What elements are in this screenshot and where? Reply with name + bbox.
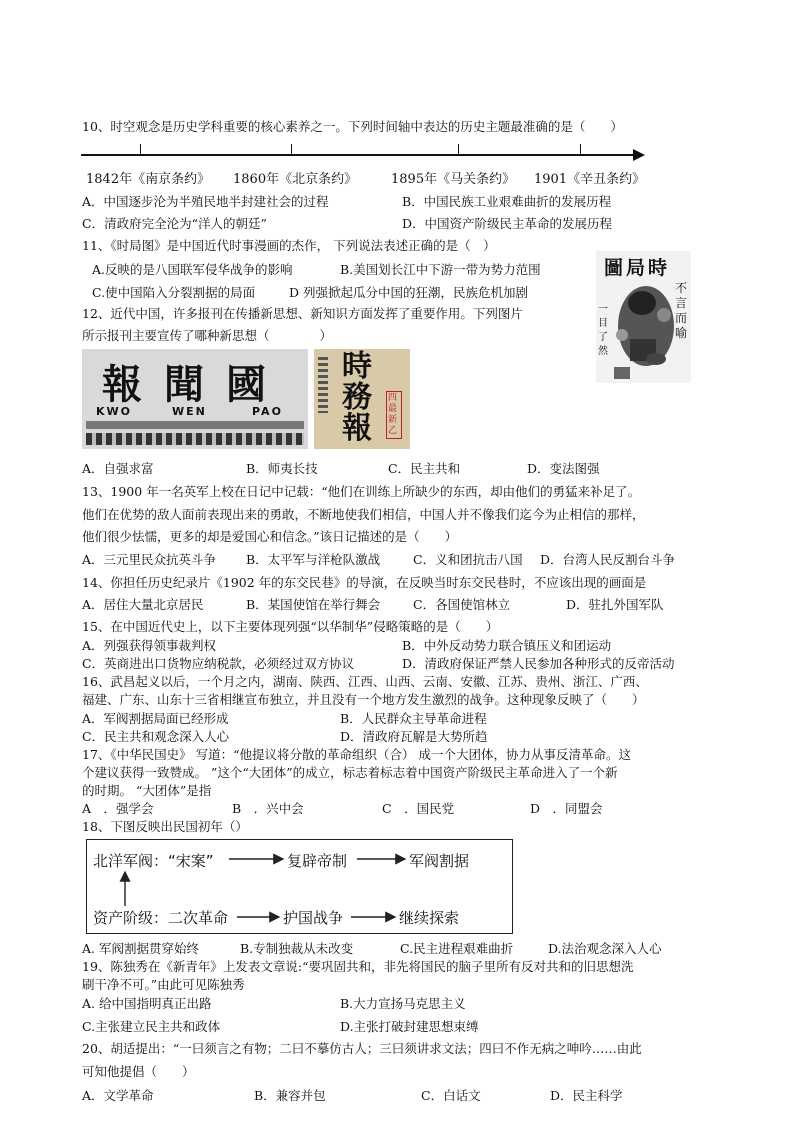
timeline-line — [81, 154, 637, 156]
q13-option-c[interactable]: C．义和团抗击八国 — [413, 552, 523, 567]
newspaper-stamp: 四最新乙 — [386, 391, 402, 439]
flow-top-start: 北洋军阀：“宋案” — [93, 852, 214, 870]
q16-option-c[interactable]: C．民主共和观念深入人心 — [82, 729, 230, 744]
q17-option-d[interactable]: D ．同盟会 — [530, 801, 603, 816]
q19-option-a[interactable]: A. 给中国指明真正出路 — [82, 996, 212, 1011]
q13-stem-line1: 13、1900 年一名英军上校在日记中记载：“他们在训练上所缺少的东西，却由他们的勇猛来补足了。 — [82, 484, 641, 499]
newspaper-print-strip — [86, 433, 304, 445]
q18-option-b[interactable]: B.专制独裁从未改变 — [240, 941, 354, 956]
q10-option-d[interactable]: D．中国资产阶级民主革命的发展历程 — [402, 216, 613, 231]
newspaper-masthead: 報聞國 — [102, 361, 288, 408]
shiwubao-newspaper-image — [314, 349, 410, 449]
q14-option-c[interactable]: C．各国使馆林立 — [413, 597, 536, 612]
q11-option-c[interactable]: C.使中国陷入分裂割据的局面 — [92, 285, 256, 300]
q16-option-a[interactable]: A．军阀割据局面已经形成 — [82, 711, 229, 726]
q15-option-a[interactable]: A．列强获得领事裁判权 — [82, 638, 217, 653]
q10-stem: 10、时空观念是历史学科重要的核心素养之一。下列时间轴中表达的历史主题最准确的是（ ） — [82, 119, 623, 134]
flow-top-end: 军阀割据 — [409, 852, 470, 870]
timeline-arrow-icon — [633, 149, 645, 161]
q12-stem-line1: 12、近代中国，许多报刊在传播新思想、新知识方面发挥了重要作用。下列图片 — [82, 306, 523, 321]
timeline-axis — [81, 146, 647, 166]
q11-option-a[interactable]: A.反映的是八国联军侵华战争的影响 — [92, 262, 293, 277]
newspaper-roman-1: KWO — [96, 405, 133, 418]
q20-option-b[interactable]: B．兼容并包 — [254, 1088, 326, 1103]
newspaper-print-strip — [86, 421, 304, 429]
q19-option-b[interactable]: B.大力宣扬马克思主义 — [340, 996, 466, 1011]
q20-option-c[interactable]: C．白话文 — [421, 1088, 481, 1103]
q10-option-c[interactable]: C．清政府完全沦为“洋人的朝廷” — [82, 216, 267, 231]
q20-stem-line1: 20、胡适提出：“一曰须言之有物；二曰不摹仿古人；三曰须讲求文法；四曰不作无病之呻吟……由此 — [82, 1041, 642, 1056]
newspaper-roman-2: WEN — [172, 405, 207, 418]
shiju-tu-cartoon-image — [596, 251, 691, 383]
timeline-tick — [580, 144, 581, 154]
flow-bottom-mid: 护国战争 — [283, 909, 344, 927]
q18-option-d[interactable]: D.法治观念深入人心 — [548, 941, 662, 956]
q16-stem-line1: 16、武昌起义以后，一个月之内，湖南、陕西、江西、山西、云南、安徽、江苏、贵州、浙江、广西、 — [82, 674, 648, 689]
cartoon-side-text-right: 不言而喻 — [675, 281, 688, 340]
q13-option-b[interactable]: B．太平军与洋枪队激战 — [246, 552, 381, 567]
q17-option-a[interactable]: A ．强学会 — [82, 801, 154, 816]
q16-option-b[interactable]: B．人民群众主导革命进程 — [340, 711, 487, 726]
q20-stem-line2: 可知他提倡（ ） — [82, 1064, 195, 1079]
q14-option-b[interactable]: B．某国使馆在举行舞会 — [246, 597, 381, 612]
q19-option-d[interactable]: D.主张打破封建思想束缚 — [340, 1019, 479, 1034]
q16-stem-line2: 福建、广东、山东十三省相继宣布独立，并且没有一个地方发生激烈的战争。这种现象反映了（ ） — [82, 692, 645, 707]
timeline-label: 1895年《马关条约》 — [391, 172, 516, 187]
q13-option-d[interactable]: D．台湾人民反割台斗争 — [540, 552, 676, 567]
q17-option-c[interactable]: C ．国民党 — [382, 801, 455, 816]
q10-option-b[interactable]: B．中国民族工业艰难曲折的发展历程 — [402, 194, 612, 209]
newspaper-masthead: 時務報 — [342, 349, 372, 446]
q15-option-b[interactable]: B．中外反动势力联合镇压义和团运动 — [402, 638, 612, 653]
cartoon-side-text-left: 一目了然 — [598, 304, 608, 357]
q16-option-d[interactable]: D．清政府瓦解是大势所趋 — [340, 729, 488, 744]
timeline-label: 1860年《北京条约》 — [233, 172, 358, 187]
q13-option-a[interactable]: A．三元里民众抗英斗争 — [82, 552, 217, 567]
timeline-label: 1901《辛丑条约》 — [534, 172, 646, 187]
q13-stem-line2: 他们在优势的敌人面前表现出来的勇敢，不断地使我们相信，中国人并不像我们迄今为止相信的那样， — [82, 507, 645, 522]
q14-stem: 14、你担任历史纪录片《1902 年的东交民巷》的导演，在反映当时东交民巷时，不应该出现的画面是 — [82, 575, 647, 590]
flow-top-mid: 复辟帝制 — [287, 852, 348, 870]
q19-stem-line1: 19、陈独秀在《新青年》上发表文章说:“要巩固共和，非先将国民的脑子里所有反对共和的旧思想洗 — [82, 959, 634, 974]
q15-stem: 15、在中国近代史上，以下主要体现列强“以华制华”侵略策略的是（ ） — [82, 619, 499, 634]
q10-option-a[interactable]: A．中国逐步沦为半殖民地半封建社会的过程 — [82, 194, 329, 209]
q12-option-d[interactable]: D．变法图强 — [527, 461, 600, 476]
q17-stem-line3: 的时期。 “大团体”是指 — [82, 783, 212, 798]
flow-bottom-start: 资产阶级：二次革命 — [93, 909, 229, 927]
q18-option-a[interactable]: A. 军阀割据贯穿始终 — [82, 941, 199, 956]
guowenbao-newspaper-image — [82, 349, 308, 449]
timeline-label: 1842年《南京条约》 — [86, 172, 211, 187]
q15-option-c[interactable]: C．英商进出口货物应纳税款，必须经过双方协议 — [82, 656, 355, 671]
flow-bottom-end: 继续探索 — [399, 909, 460, 927]
timeline-tick — [140, 144, 141, 154]
q12-option-a[interactable]: A．自强求富 — [82, 461, 154, 476]
q12-option-c[interactable]: C．民主共和 — [388, 461, 461, 476]
q20-option-d[interactable]: D．民主科学 — [550, 1088, 623, 1103]
q12-stem-line2: 所示报刊主要宣传了哪种新思想（ ） — [82, 328, 333, 343]
q11-option-d[interactable]: D 列强掀起瓜分中国的狂潮，民族危机加剧 — [289, 285, 528, 300]
q15-option-d[interactable]: D．清政府保证严禁人民参加各种形式的反帝活动 — [402, 656, 675, 671]
q14-option-a[interactable]: A．居住大量北京居民 — [82, 597, 204, 612]
newspaper-side-column — [318, 357, 328, 413]
q17-stem-line2: 个建议获得一致赞成。 ”这个“大团体”的成立，标志着标志着中国资产阶级民主革命进入了一个新 — [82, 765, 618, 780]
q17-stem-line1: 17、《中华民国史》 写道：“他提议将分散的革命组织（合） 成一个大团体，协力从事反清革命。这 — [82, 747, 631, 762]
timeline-tick — [458, 144, 459, 154]
cartoon-title: 圖局時 — [604, 257, 671, 279]
timeline-tick — [291, 144, 292, 154]
q12-option-b[interactable]: B．师夷长技 — [246, 461, 318, 476]
q11-option-b[interactable]: B.美国划长江中下游一带为势力范围 — [340, 262, 541, 277]
q19-stem-line2: 刷干净不可。”由此可见陈独秀 — [82, 977, 245, 992]
flow-diagram — [86, 839, 513, 934]
q19-option-c[interactable]: C.主张建立民主共和政体 — [82, 1019, 221, 1034]
q13-stem-line3: 他们很少怯懦，更多的却是爱国心和信念。”该日记描述的是（ ） — [82, 529, 458, 544]
q18-option-c[interactable]: C.民主进程艰难曲折 — [400, 941, 514, 956]
q18-stem: 18、下图反映出民国初年（） — [82, 819, 248, 834]
flow-arrows — [87, 840, 512, 933]
cartoon-map-illustration — [596, 251, 691, 383]
q20-option-a[interactable]: A．文学革命 — [82, 1088, 154, 1103]
q11-stem: 11、《时局图》是中国近代时事漫画的杰作， 下列说法表述正确的是（ ） — [82, 238, 496, 253]
q14-option-d[interactable]: D．驻扎外国军队 — [566, 597, 664, 612]
q17-option-b[interactable]: B ．兴中会 — [232, 801, 304, 816]
newspaper-roman-3: PAO — [252, 405, 283, 418]
